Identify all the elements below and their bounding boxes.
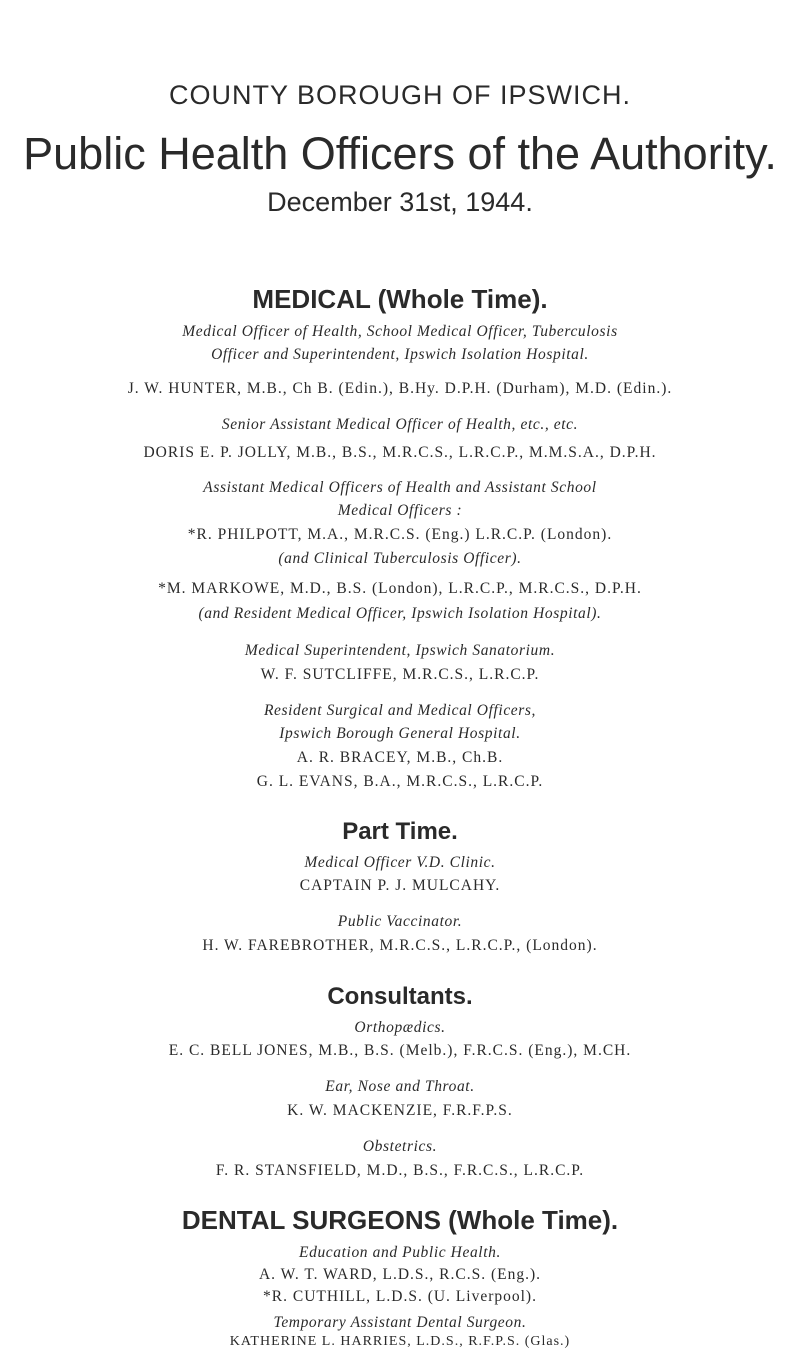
council-heading: COUNTY BOROUGH OF IPSWICH. xyxy=(168,80,632,110)
orthopaedics-role: Orthopædics. xyxy=(354,1019,446,1036)
dental-role: Education and Public Health. xyxy=(299,1244,501,1261)
moh-name: J. W. HUNTER, M.B., Ch B. (Edin.), B.Hy. D.P.H. (Durham), M.D. (Edin.). xyxy=(127,380,673,397)
orthopaedics-name: E. C. BELL JONES, M.B., B.S. (Melb.), F.R.C.S. (Eng.), M.CH. xyxy=(168,1042,632,1059)
section-heading-consultants: Consultants. xyxy=(327,983,473,1010)
section-heading-medical: MEDICAL (Whole Time). xyxy=(252,284,548,314)
senior-role: Senior Assistant Medical Officer of Health, etc., etc. xyxy=(221,416,579,433)
moh-role-line2: Officer and Superintendent, Ipswich Isolation Hospital. xyxy=(211,346,589,363)
assistant1-name: *R. PHILPOTT, M.A., M.R.C.S. (Eng.) L.R.C.P. (London). xyxy=(187,526,613,543)
moh-role-line1: Medical Officer of Health, School Medical Officer, Tuberculosis xyxy=(182,323,618,340)
assistant2-note: (and Resident Medical Officer, Ipswich Isolation Hospital). xyxy=(198,605,602,622)
report-date: December 31st, 1944. xyxy=(267,187,533,217)
vaccinator-name: H. W. FAREBROTHER, M.R.C.S., L.R.C.P., (London). xyxy=(202,937,598,954)
resident-role-line1: Resident Surgical and Medical Officers, xyxy=(263,702,537,719)
section-heading-part-time: Part Time. xyxy=(342,818,458,845)
obstetrics-name: F. R. STANSFIELD, M.D., B.S., F.R.C.S., L.R.C.P. xyxy=(215,1162,585,1179)
dental-name-1: A. W. T. WARD, L.D.S., R.C.S. (Eng.). xyxy=(258,1266,541,1283)
sanatorium-name: W. F. SUTCLIFFE, M.R.C.S., L.R.C.P. xyxy=(260,666,540,683)
page-title: Public Health Officers of the Authority. xyxy=(23,128,777,179)
vd-name: CAPTAIN P. J. MULCAHY. xyxy=(299,877,501,894)
vd-role: Medical Officer V.D. Clinic. xyxy=(304,854,496,871)
resident-role-line2: Ipswich Borough General Hospital. xyxy=(279,725,521,742)
dental-temp-name: KATHERINE L. HARRIES, L.D.S., R.F.P.S. (Glas.) xyxy=(229,1334,571,1349)
obstetrics-role: Obstetrics. xyxy=(362,1138,438,1155)
assistant1-note: (and Clinical Tuberculosis Officer). xyxy=(278,550,522,567)
sanatorium-role: Medical Superintendent, Ipswich Sanatorium. xyxy=(244,642,556,659)
dental-temp-role: Temporary Assistant Dental Surgeon. xyxy=(273,1314,527,1331)
resident2-name: G. L. EVANS, B.A., M.R.C.S., L.R.C.P. xyxy=(256,773,544,790)
vaccinator-role: Public Vaccinator. xyxy=(337,913,463,930)
resident1-name: A. R. BRACEY, M.B., Ch.B. xyxy=(296,749,504,766)
section-heading-dental: DENTAL SURGEONS (Whole Time). xyxy=(181,1205,619,1235)
dental-name-2: *R. CUTHILL, L.D.S. (U. Liverpool). xyxy=(263,1288,537,1305)
assistant-role-line1: Assistant Medical Officers of Health and Assistant School xyxy=(203,479,597,496)
ent-name: K. W. MACKENZIE, F.R.F.P.S. xyxy=(287,1102,513,1119)
assistant-role-line2: Medical Officers : xyxy=(337,502,463,519)
senior-name: DORIS E. P. JOLLY, M.B., B.S., M.R.C.S., L.R.C.P., M.M.S.A., D.P.H. xyxy=(143,444,657,461)
ent-role: Ear, Nose and Throat. xyxy=(325,1078,475,1095)
assistant2-name: *M. MARKOWE, M.D., B.S. (London), L.R.C.P., M.R.C.S., D.P.H. xyxy=(158,580,642,597)
